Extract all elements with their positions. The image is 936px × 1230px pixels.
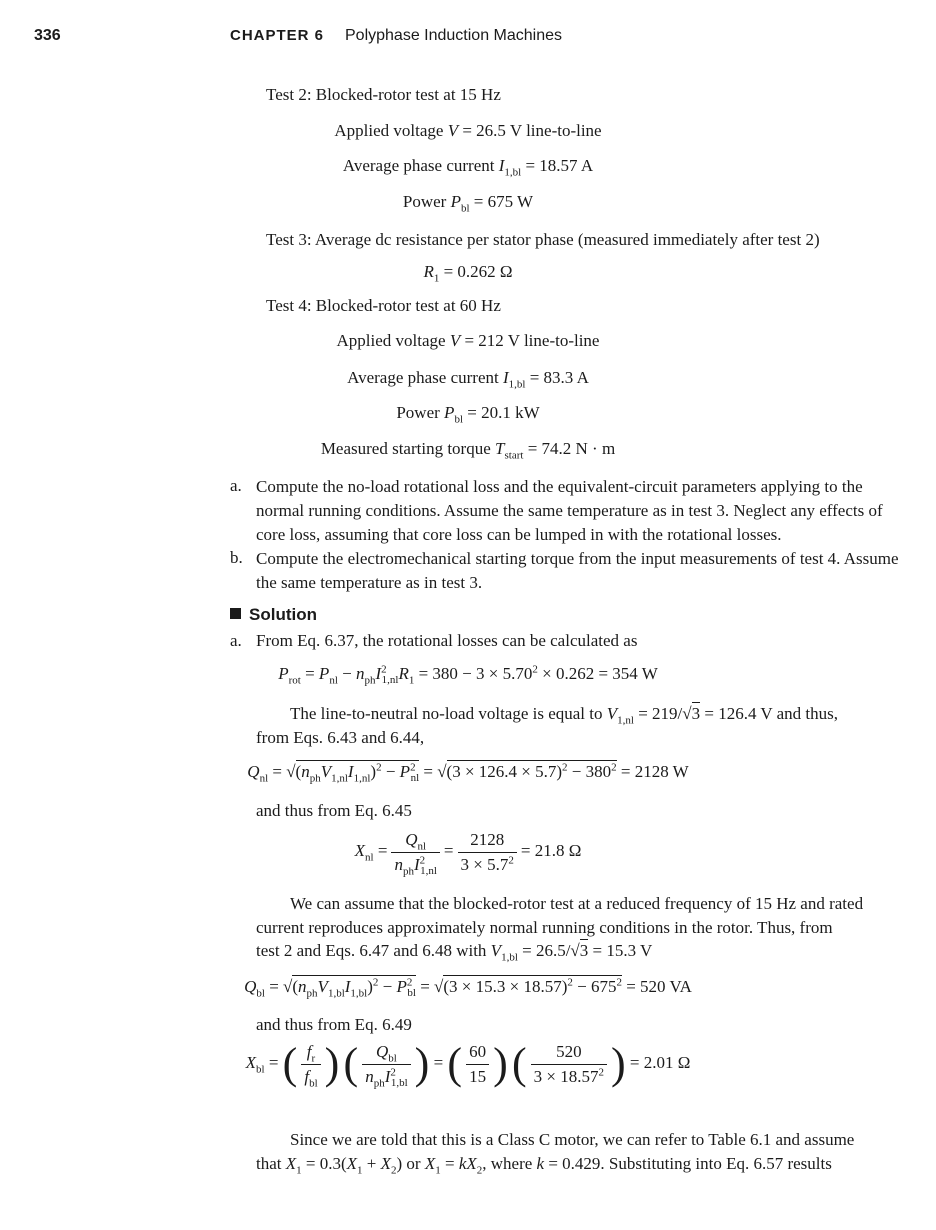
question-b-marker: b.: [230, 548, 243, 567]
test2-voltage: [0, 121, 936, 141]
solution-a-intro: From Eq. 6.37, the rotational losses can be calculated as: [256, 631, 638, 650]
solution-p4-line1: We can assume that the blocked-rotor test at a reduced frequency of 15 Hz and rated: [290, 894, 864, 913]
test3-resistance: $R_1 = 0.262$ Ω: [423, 262, 513, 285]
test3-heading: Test 3: Average dc resistance per stator phase (measured immediately after test 2): [266, 230, 820, 249]
equation-xnl: $X_{nl}$ = $\frac{Q_{nl}}{n_{ph}I^2_{1,nl}}$ = $\frac{2128}{3 \times 5.7^2}$ = 21.8 Ω: [354, 830, 582, 878]
solution-bullet-icon: [230, 608, 241, 619]
test4-power: Power $P_{bl} = 20.1$ kW: [396, 403, 540, 426]
test2-power: Power $P_{bl} = 675$ W: [402, 192, 534, 215]
page-number: 336: [34, 27, 61, 44]
equation-qnl: $Q_{nl} = √(n_{ph}V_{1,nl}I_{1,nl})^2 - P^2_{nl} = √(3 \times 126.4 \times 5.7)^2 - 380^2 = 2128$ W: [247, 761, 689, 785]
test2-voltage-text: Applied voltage V = 26.5 V line-to-line: [334, 121, 602, 140]
solution-p4-line3: test 2 and Eqs. 6.47 and 6.48 with $V_{1,bl} = 26.5/√3 = 15.3$ V: [256, 941, 653, 964]
equation-xbl: $X_{bl}$ = ( $\frac{f_r}{f_{bl}}$ ) ( $\frac{Q_{bl}}{n_{ph}I^2_{1,bl}}$ ) = ( $\frac{60}{15}$ ) ( $\frac{520}{3 \times 18.57^2}$ ) = 2.01 Ω: [245, 1039, 691, 1090]
test4-torque: Measured starting torque $T_{start} = 74.2$ N · m: [320, 439, 616, 462]
chapter-label: CHAPTER 6: [230, 27, 325, 44]
solution-p4-line2: current reproduces approximately normal running conditions in the rotor. Thus, from: [256, 918, 833, 937]
solution-a-marker: a.: [230, 631, 242, 650]
question-a-marker: a.: [230, 476, 242, 495]
solution-p3: and thus from Eq. 6.45: [256, 801, 412, 820]
test4-voltage: Applied voltage V = 212 V line-to-line: [336, 331, 600, 350]
chapter-title: Polyphase Induction Machines: [345, 27, 563, 44]
test4-heading: Test 4: Blocked-rotor test at 60 Hz: [266, 296, 501, 315]
equation-qbl: $Q_{bl} = √(n_{ph}V_{1,bl}I_{1,bl})^2 - P^2_{bl} = √(3 \times 15.3 \times 18.57)^2 - 675^2 = 520$ VA: [244, 976, 692, 1000]
solution-p5: and thus from Eq. 6.49: [256, 1015, 412, 1034]
test2-heading: Test 2: Blocked-rotor test at 15 Hz: [266, 85, 501, 104]
equation-prot: $P_{rot} = P_{nl} - n_{ph}I^2_{1,nl}R_1 = 380 - 3 \times 5.70^2 \times 0.262 = 354$ W: [278, 663, 658, 687]
question-b-text: Compute the electromechanical starting torque from the input measurements of test 4. Assume the same temperature as in test 3.: [256, 549, 899, 592]
solution-heading: Solution: [230, 605, 317, 625]
test2-current: Average phase current $I_{1,bl} = 18.57$ A: [342, 156, 594, 179]
solution-p6-line1: Since we are told that this is a Class C motor, we can refer to Table 6.1 and assume: [290, 1130, 855, 1149]
test4-current: Average phase current $I_{1,bl} = 83.3$ A: [347, 368, 589, 391]
question-a-text: Compute the no-load rotational loss and the equivalent-circuit parameters applying to the normal running conditions. Assume the same temperature as in test 3. Neglect any effects of core loss, assuming that core loss can be lumped in with the rotational losses.: [256, 477, 883, 544]
solution-p2-line2: from Eqs. 6.43 and 6.44,: [256, 728, 425, 747]
solution-p6-line2: that $X_1 = 0.3(X_1 + X_2)$ or $X_1 = kX_2$, where k = 0.429. Substituting into Eq. 6.57 results: [256, 1154, 832, 1177]
solution-p2-line1: The line-to-neutral no-load voltage is equal to $V_{1,nl} = 219/√3 = 126.4$ V and thus,: [290, 704, 838, 727]
